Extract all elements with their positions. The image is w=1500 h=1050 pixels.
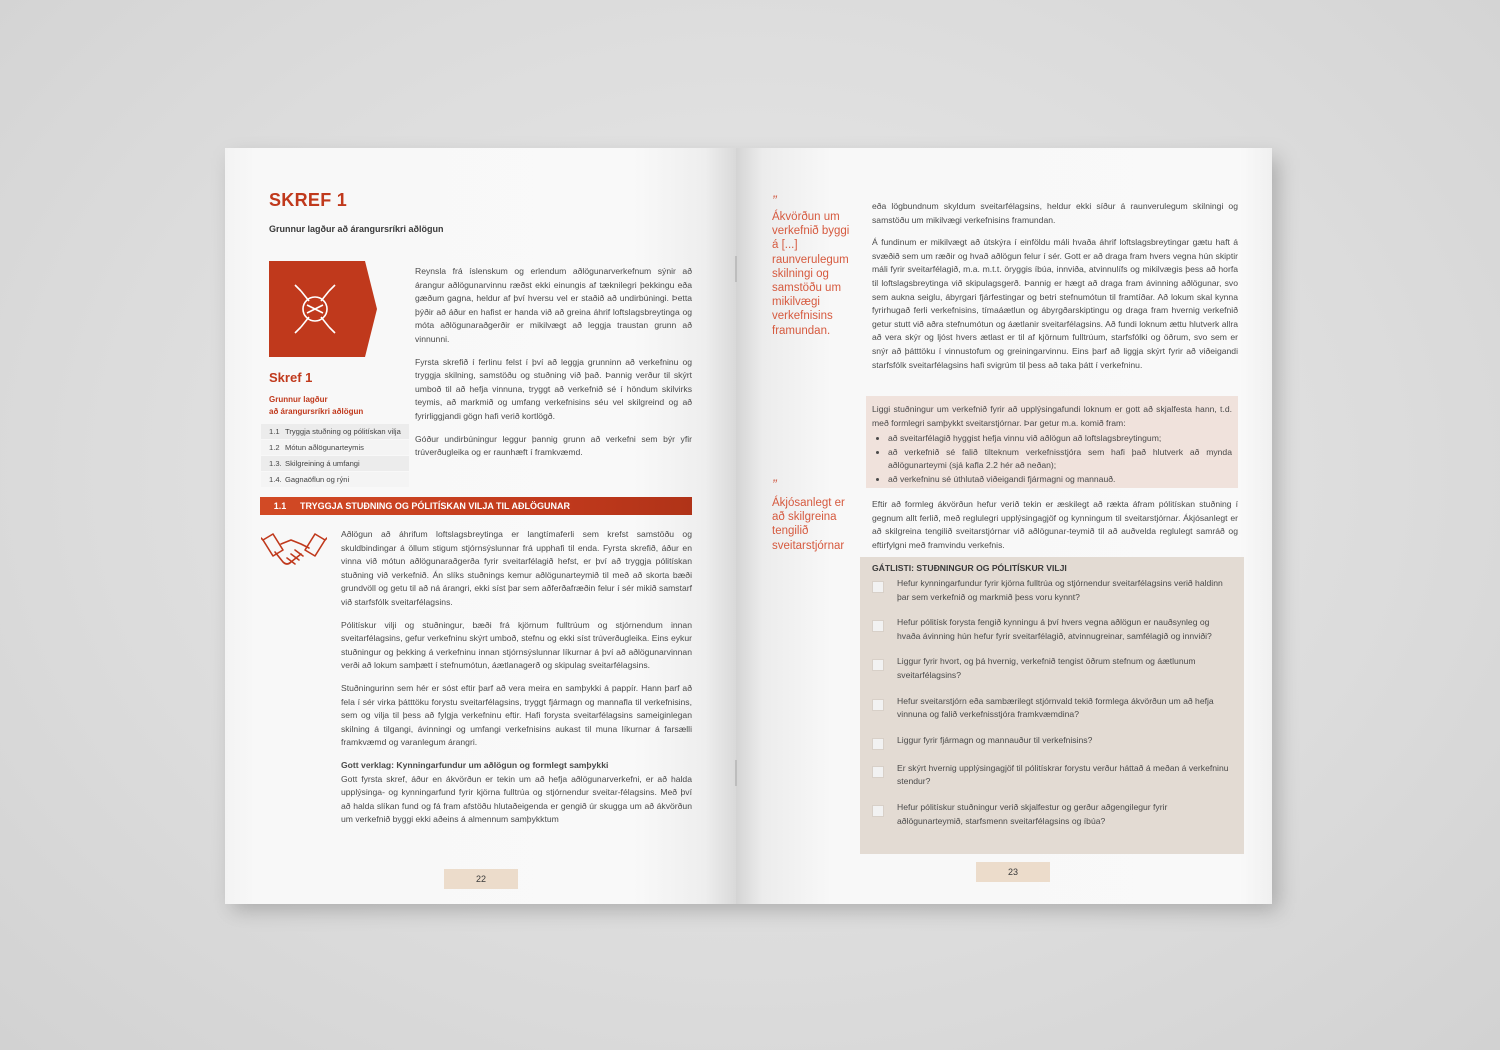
toc-label: Skilgreining á umfangi: [285, 459, 360, 468]
checklist-question: Liggur fyrir hvort, og þá hvernig, verkefnið tengist öðrum stefnum og áætlunum sveitarfélagsins?: [897, 656, 1196, 680]
section-header-bar: [260, 497, 692, 515]
section-paragraph: Pólitískur vilji og stuðningur, bæði frá kjörnum fulltrúum og stjórnendum innan sveitarfélagsins, gefur verkefninu skýrt umboð, stefnu og ekki síst trúverðugleika. Eins eykur stuðningur og þekking á verkefninu innan stjórnsýslunnar líkurnar á því að aðlögunarvinnan verði að lokum samþætt í stefnumótun, áætlanagerð og skipulag sveitarfélagsins.: [341, 619, 692, 671]
checklist-item: [872, 655, 1232, 682]
step-subheading: Grunnur lagður að árangursríkri aðlögun: [269, 224, 444, 234]
toc-number: 1.4.: [269, 475, 282, 484]
pull-quote: Ákjósanlegt er að skilgreina tengilið sveitarstjórnar: [772, 497, 845, 552]
checkbox[interactable]: [872, 620, 884, 632]
checklist-question: Hefur pólitísk forysta fengið kynningu á því hvers vegna aðlögun er nauðsynleg og hvaða ávinning hún hefur fyrir sveitarfélagið, atvinnugreinar, samfélagið og innviði?: [897, 617, 1212, 641]
toc-item[interactable]: [261, 472, 409, 487]
highlight-list: [872, 432, 1232, 486]
checkbox[interactable]: [872, 766, 884, 778]
highlight-box: [866, 396, 1238, 488]
toc-item[interactable]: [261, 424, 409, 439]
quote-mark: ”: [772, 192, 777, 208]
quote-mark: ”: [772, 476, 777, 492]
checklist-item: [872, 801, 1232, 828]
sidebar-subtitle-line: Grunnur lagður: [269, 395, 328, 404]
handshake-icon: [261, 528, 327, 574]
checkbox[interactable]: [872, 699, 884, 711]
checklist-question: Liggur fyrir fjármagn og mannauður til verkefnisins?: [897, 734, 1093, 745]
intro-paragraph: Fyrsta skrefið í ferlinu felst í því að leggja grunninn að verkefninu og tryggja skilning, samstöðu og stuðning við það. Þannig verður til skýrt umboð til að hefja vinnuna, tryggt að verkefnið sé í höndum skilvirks teymis, að markmið og umfang verkefnisins séu vel skilgreind og að fyrirliggjandi gögn hafi verið kortlögð.: [415, 356, 692, 421]
right-body-text: [872, 200, 1238, 381]
staple: [735, 760, 737, 786]
checklist-question: Er skýrt hvernig upplýsingagjöf til pólitískrar forystu verður háttað á meðan á verkefninu stendur?: [897, 762, 1229, 787]
intro-paragraph: Góður undirbúningur leggur þannig grunn að verkefni sem býr yfir trúverðugleika og er raunhæft í framkvæmd.: [415, 433, 692, 458]
highlight-intro: Liggi stuðningur um verkefnið fyrir að upplýsingafundi loknum er gott að skjalfesta hann, t.d. með formlegri samþykkt sveitarstjórnar. Þar getur m.a. komið fram:: [872, 404, 1232, 428]
staple: [735, 256, 737, 282]
toc-item[interactable]: [261, 440, 409, 455]
highlight-bullet: • að verkefnið sé falið tilteknum verkefnisstjóra sem hafi það hlutverk að mynda aðlögunarteymi (sjá kafla 2.2 hér að neðan);: [888, 446, 1232, 473]
section-paragraph: Aðlögun að áhrifum loftslagsbreytinga er langtímaferli sem krefst samstöðu og skuldbindingar á öllum stigum stjórnsýslunnar frá upphafi til enda. Fyrsta skrefið, áður en vinna við mótun aðlögunaraðgerða fyrir sveitarfélagið hefst, er því að tryggja pólitískan stuðning við verkefnið. Án slíks stuðnings kemur aðlögunarteymið til með að skorta bæði grundvöll og getu til að ná árangri, ekki síst þar sem aðferðafræðin felur í sér mikið samstarf við starfsfólk sveitarfélagsins.: [341, 529, 692, 607]
hands-together-icon: [269, 261, 377, 357]
body-paragraph: eða lögbundnum skyldum sveitarfélagsins, heldur ekki síður á raunverulegum skilningi og samstöðu um mikilvægi verkefnisins framundan.: [872, 201, 1238, 225]
highlight-bullet: • að verkefninu sé úthlutað viðeigandi fjármagni og mannauð.: [888, 473, 1232, 487]
good-practice-title: Gott verklag: Kynningarfundur um aðlögun og formlegt samþykki: [341, 759, 609, 770]
toc-label: Gagnaöflun og rýni: [285, 475, 350, 484]
page-number: 22: [444, 869, 518, 889]
toc-label: Tryggja stuðning og pólitískan vilja: [285, 427, 401, 436]
section-paragraph: Stuðningurinn sem hér er sóst eftir þarf að vera meira en samþykki á pappír. Hann þarf að fela í sér virka þátttöku forystu sveitarfélagsins, tryggt fjármagn og mannafla til verkefnisins, sem og vilja til þess að fylgja verkefninu eftir. Hafi forysta sveitarfélagsins sameiginlegan skilning á tilgangi, ávinningi og umfangi verkefnisins aukast til muna líkurnar á farsælli framkvæmd og varanlegum árangri.: [341, 682, 692, 748]
body-paragraph: Á fundinum er mikilvægt að útskýra í einföldu máli hvaða áhrif loftslagsbreytingar gætu haft á svæðið sem um ræðir og hvað aðlögun felur í sér. Gott er að draga fram hvers vegna hún skiptir máli fyrir sveitarfélagið, m.a. m.t.t. öryggis íbúa, innviða, atvinnulífs og mikilvægis þess að horfa til loftslagsbreytinga við skipulagsgerð. Þannig er hægt að draga fram ávinning aðlögunar, svo sem aukna seiglu, ábyrgari fjárfestingar og betri stefnumótun til framtíðar. Að lokum skal kynna fyrirhugað ferli verkefnisins, tímaáætlun og ábyrgðarskiptingu og draga fram hvernig verkefnið getur stutt við aðra stefnumótun og áætlanir sveitarfélagsins. Að fundi loknum ættu hlutverk allra að vera skýr og ljóst hvers ætlast er til af kjörnum fulltrúum, starfsfólki og öðrum, svo sem er snýr að þátttöku í vinnustofum og greiningarvinnu. Eins þarf að liggja skýrt fyrir að viðeigandi starfsfólk sveitarfélagsins hafi svigrúm til þess að taka þátt í verkefninu.: [872, 237, 1238, 370]
pull-quote: Ákvörðun um verkefnið byggi á [...] raunverulegum skilningi og samstöðu um mikilvægi verkefnisins framundan.: [772, 211, 850, 337]
checklist-item: [872, 762, 1232, 789]
toc-label: Mótun aðlögunarteymis: [285, 443, 364, 452]
checklist-title: GÁTLISTI: STUÐNINGUR OG PÓLITÍSKUR VILJI: [872, 563, 1067, 573]
highlight-bullet: • að sveitarfélagið hyggist hefja vinnu við aðlögun að loftslagsbreytingum;: [888, 432, 1232, 446]
section-title: TRYGGJA STUÐNING OG PÓLITÍSKAN VILJA TIL AÐLÖGUNAR: [300, 501, 571, 511]
toc-number: 1.3.: [269, 459, 282, 468]
section-number: 1.1: [273, 501, 287, 511]
right-page: [736, 148, 1272, 904]
good-practice-text: Gott fyrsta skref, áður en ákvörðun er tekin um að hefja aðlögunarverkefni, er að halda upplýsinga- og kynningarfund fyrir kjörna fulltrúa og stjórnendur sveitar-félagsins. Með því að halda slíkan fund og fá fram afstöðu hlutaðeigenda er gengið úr skugga um að ákvörðun um verkefnið byggi ekki aðeins á almennum samþykktum: [341, 773, 692, 825]
checkbox[interactable]: [872, 805, 884, 817]
checklist-box: [860, 557, 1244, 854]
left-page: [225, 148, 736, 904]
checklist-question: Hefur kynningarfundur fyrir kjörna fulltrúa og stjórnendur sveitarfélagsins verið haldinn þar sem verkefnið og markmið þess voru kynnt?: [897, 578, 1223, 602]
checkbox[interactable]: [872, 738, 884, 750]
checklist-item: [872, 734, 1232, 750]
toc-item[interactable]: [261, 456, 409, 471]
checkbox[interactable]: [872, 581, 884, 593]
step-heading: SKREF 1: [269, 190, 348, 210]
body-paragraph: Eftir að formleg ákvörðun hefur verið tekin er æskilegt að rækta áfram pólitískan stuðning í gegnum allt ferlið, með reglulegri upplýsingagjöf og kynningum til sveitarstjórnar. Ákjósanlegt er að skilgreina tengilið sveitarstjórnar við aðlögunar-teymið til að auðvelda reglulegt samráð og eftirfylgni með framvindu verkefnis.: [872, 499, 1238, 550]
checklist-item: [872, 577, 1232, 604]
checkbox[interactable]: [872, 659, 884, 671]
sidebar-step-title: Skref 1: [269, 370, 313, 385]
page-number: 23: [976, 862, 1050, 882]
checklist-item: [872, 695, 1232, 722]
intro-paragraph: Reynsla frá íslenskum og erlendum aðlögunarverkefnum sýnir að árangur aðlögunarvinnu ræðst ekki einungis af tæknilegri þekkingu eða gæðum gagna, heldur af því hversu vel er staðið að undirbúningi. Þetta þýðir að áður en hafist er handa við að greina áhrif loftslagsbreytinga og móta aðlögunaraðgerðir er mikilvægt að leggja traustan grunn að vinnunni.: [415, 266, 692, 344]
sidebar-step-subtitle: [269, 394, 363, 418]
checklist-question: Hefur sveitarstjórn eða sambærilegt stjórnvald tekið formlega ákvörðun um að hefja vinnuna og falið verkefnisstjóra framkvæmdina?: [897, 695, 1214, 720]
intro-text: [415, 265, 692, 469]
toc-number: 1.2: [269, 443, 280, 452]
checklist-item: [872, 616, 1232, 643]
checklist-question: Hefur pólitískur stuðningur verið skjalfestur og gerður aðgengilegur fyrir aðlögunarteymið, starfsmenn sveitarfélagsins og íbúa?: [897, 801, 1168, 826]
section-text: [341, 528, 692, 827]
toc-number: 1.1: [269, 427, 280, 436]
table-of-contents: [261, 424, 409, 488]
sidebar-subtitle-line: að árangursríkri aðlögun: [269, 407, 364, 416]
